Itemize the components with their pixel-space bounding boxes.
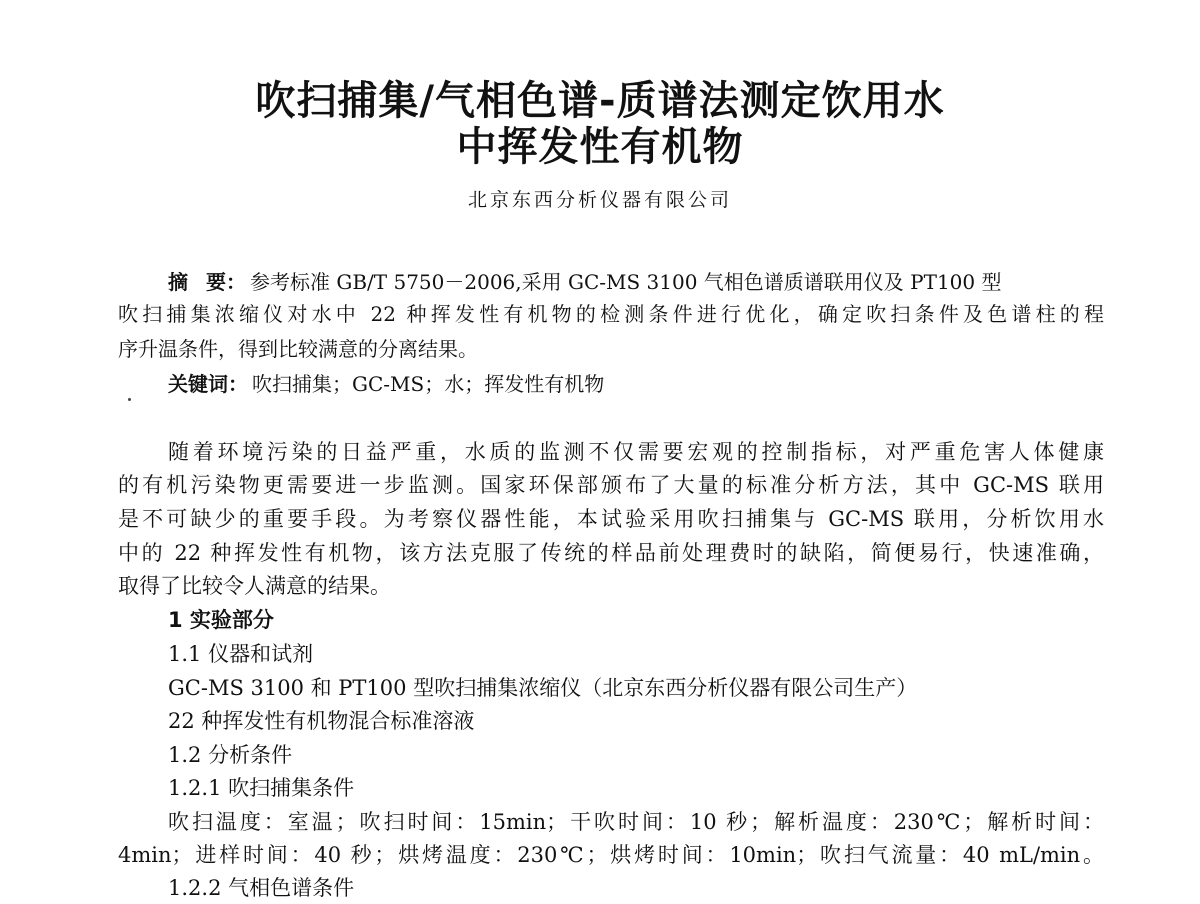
conditions-line-2: 4min；进样时间：40 秒；烘烤温度：230℃；烘烤时间：10min；吹扫气流量：40 mL/min。 — [118, 843, 1104, 867]
keywords-line — [168, 368, 604, 400]
section-heading-1: 1 实验部分 — [168, 608, 274, 632]
standard-line: 22 种挥发性有机物混合标准溶液 — [168, 709, 475, 733]
intro-line-4: 中的 22 种挥发性有机物，该方法克服了传统的样品前处理费时的缺陷，简便易行，快速准确， — [118, 541, 1104, 565]
abstract-label-1: 摘 — [168, 270, 188, 294]
abstract-text-1: 参考标准 GB/T 5750－2006,采用 GC-MS 3100 气相色谱质谱联用仪及 PT100 型 — [250, 270, 1002, 294]
paper-title-line2: 中挥发性有机物 — [456, 124, 744, 170]
subsection-heading-1-1: 1.1 仪器和试剂 — [168, 642, 314, 666]
keywords-text: 吹扫捕集；GC-MS；水；挥发性有机物 — [252, 372, 605, 396]
abstract-line-1 — [168, 266, 1104, 298]
abstract-line-3: 序升温条件，得到比较满意的分离结果。 — [118, 337, 478, 361]
author-affiliation: 北京东西分析仪器有限公司 — [467, 189, 732, 211]
subsection-heading-1-2: 1.2 分析条件 — [168, 743, 293, 767]
intro-line-2: 的有机污染物更需要进一步监测。国家环保部颁布了大量的标准分析方法，其中 GC-MS 联用 — [118, 473, 1104, 497]
intro-line-1: 随着环境污染的日益严重，水质的监测不仅需要宏观的控制指标，对严重危害人体健康 — [168, 440, 1104, 464]
intro-line-5: 取得了比较令人满意的结果。 — [118, 574, 391, 598]
intro-line-3: 是不可缺少的重要手段。为考察仪器性能，本试验采用吹扫捕集与 GC-MS 联用，分析饮用水 — [118, 507, 1104, 531]
scan-speck — [128, 398, 131, 401]
instrument-line: GC-MS 3100 和 PT100 型吹扫捕集浓缩仪（北京东西分析仪器有限公司生产） — [168, 676, 918, 700]
keywords-label: 关键词： — [168, 372, 248, 396]
abstract-line-2: 吹扫捕集浓缩仪对水中 22 种挥发性有机物的检测条件进行优化，确定吹扫条件及色谱柱的程 — [118, 302, 1104, 326]
paper-title-line1: 吹扫捕集/气相色谱-质谱法测定饮用水 — [255, 78, 945, 124]
subsection-heading-1-2-2: 1.2.2 气相色谱条件 — [168, 876, 355, 900]
conditions-line-1: 吹扫温度：室温；吹扫时间：15min；干吹时间：10 秒；解析温度：230℃；解析时间： — [168, 810, 1104, 834]
subsection-heading-1-2-1: 1.2.1 吹扫捕集条件 — [168, 776, 355, 800]
abstract-label-2: 要： — [206, 270, 246, 294]
